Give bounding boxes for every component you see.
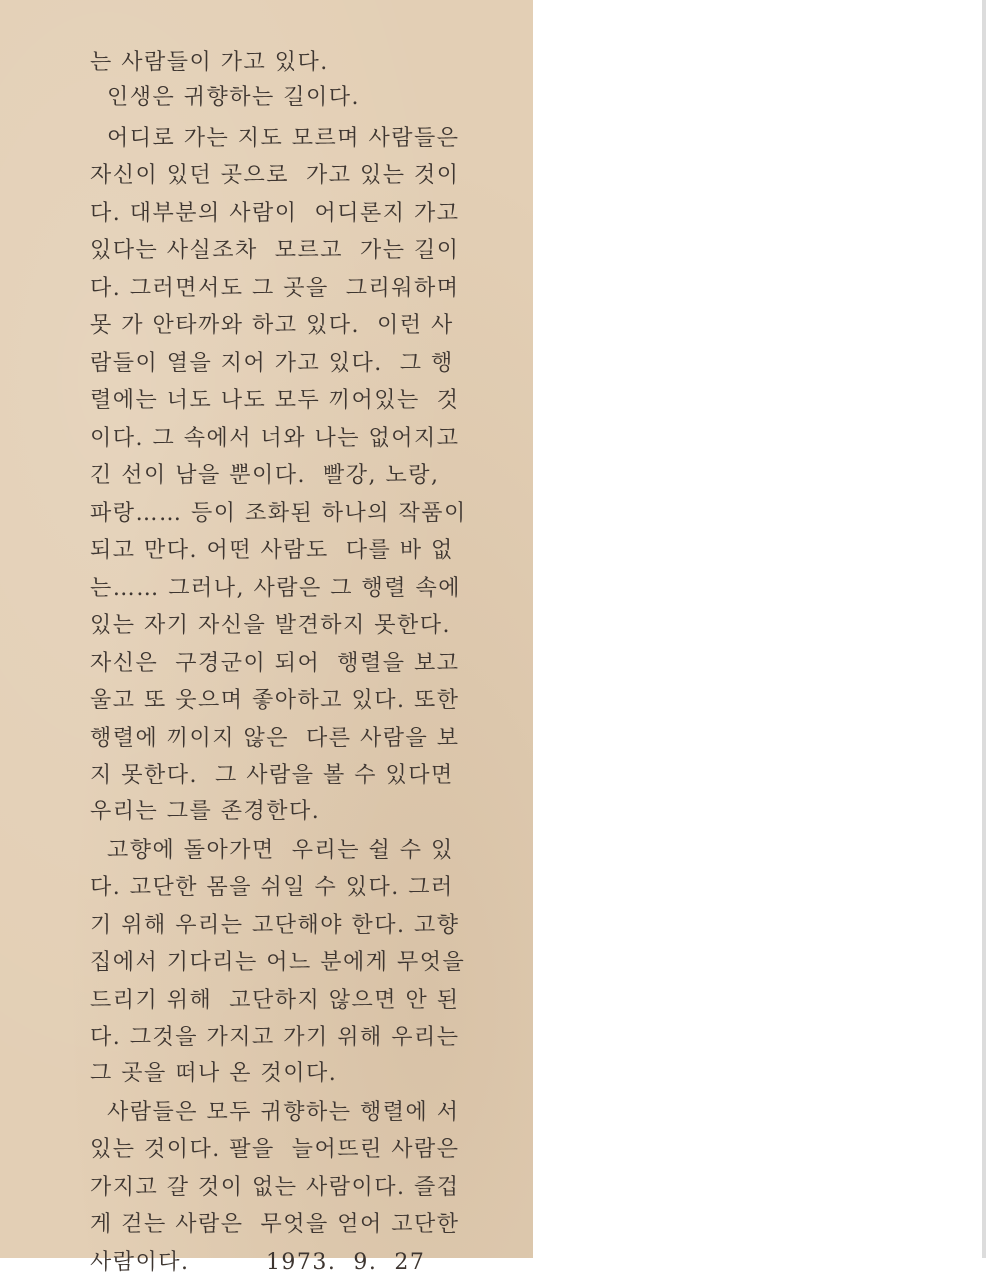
text-line-12: 긴 선이 남을 뿐이다. 빨강, 노랑, bbox=[90, 457, 494, 495]
text-line-20: 지 못한다. 그 사람을 볼 수 있다면 bbox=[90, 757, 494, 795]
text-line-19: 행렬에 끼이지 않은 다른 사람을 보 bbox=[90, 720, 494, 758]
page-edge-divider bbox=[982, 0, 986, 1258]
essay-text bbox=[90, 44, 494, 1281]
text-line-11: 이다. 그 속에서 너와 나는 없어지고 bbox=[90, 420, 494, 458]
text-line-1: 는 사람들이 가고 있다. bbox=[90, 44, 494, 82]
text-line-18: 울고 또 웃으며 좋아하고 있다. 또한 bbox=[90, 682, 494, 720]
text-line-14: 되고 만다. 어떤 사람도 다를 바 없 bbox=[90, 532, 494, 570]
text-line-4: 자신이 있던 곳으로 가고 있는 것이 bbox=[90, 157, 494, 195]
text-line-6: 있다는 사실조차 모르고 가는 길이 bbox=[90, 232, 494, 270]
text-line-25: 집에서 기다리는 어느 분에게 무엇을 bbox=[90, 944, 494, 982]
text-line-23: 다. 고단한 몸을 쉬일 수 있다. 그러 bbox=[90, 869, 494, 907]
text-line-5: 다. 대부분의 사람이 어디론지 가고 bbox=[90, 195, 494, 233]
text-line-15: 는…… 그러나, 사람은 그 행렬 속에 bbox=[90, 570, 494, 608]
text-line-17: 자신은 구경군이 되어 행렬을 보고 bbox=[90, 645, 494, 683]
text-line-9: 람들이 열을 지어 가고 있다. 그 행 bbox=[90, 345, 494, 383]
text-line-7: 다. 그러면서도 그 곳을 그리워하며 bbox=[90, 270, 494, 308]
text-line-29: 사람들은 모두 귀향하는 행렬에 서 bbox=[90, 1094, 494, 1132]
text-line-28: 그 곳을 떠나 온 것이다. bbox=[90, 1057, 494, 1090]
text-line-2: 인생은 귀향하는 길이다. bbox=[90, 82, 494, 114]
text-line-8: 못 가 안타까와 하고 있다. 이런 사 bbox=[90, 307, 494, 345]
text-line-22: 고향에 돌아가면 우리는 쉴 수 있 bbox=[90, 832, 494, 870]
text-line-3: 어디로 가는 지도 모르며 사람들은 bbox=[90, 120, 494, 158]
text-line-26: 드리기 위해 고단하지 않으면 안 된 bbox=[90, 982, 494, 1020]
text-line-30: 있는 것이다. 팔을 늘어뜨린 사람은 bbox=[90, 1131, 494, 1169]
text-line-13: 파랑…… 등이 조화된 하나의 작품이 bbox=[90, 495, 494, 533]
text-line-16: 있는 자기 자신을 발견하지 못한다. bbox=[90, 607, 494, 645]
text-line-31: 가지고 갈 것이 없는 사람이다. 즐겁 bbox=[90, 1169, 494, 1207]
text-line-21: 우리는 그를 존경한다. bbox=[90, 795, 494, 828]
text-line-33: 사람이다. 1973. 9. 27 bbox=[90, 1244, 494, 1281]
text-line-27: 다. 그것을 가지고 가기 위해 우리는 bbox=[90, 1019, 494, 1057]
text-line-10: 렬에는 너도 나도 모두 끼어있는 것 bbox=[90, 382, 494, 420]
text-line-24: 기 위해 우리는 고단해야 한다. 고향 bbox=[90, 907, 494, 945]
text-line-32: 게 걷는 사람은 무엇을 얻어 고단한 bbox=[90, 1206, 494, 1244]
